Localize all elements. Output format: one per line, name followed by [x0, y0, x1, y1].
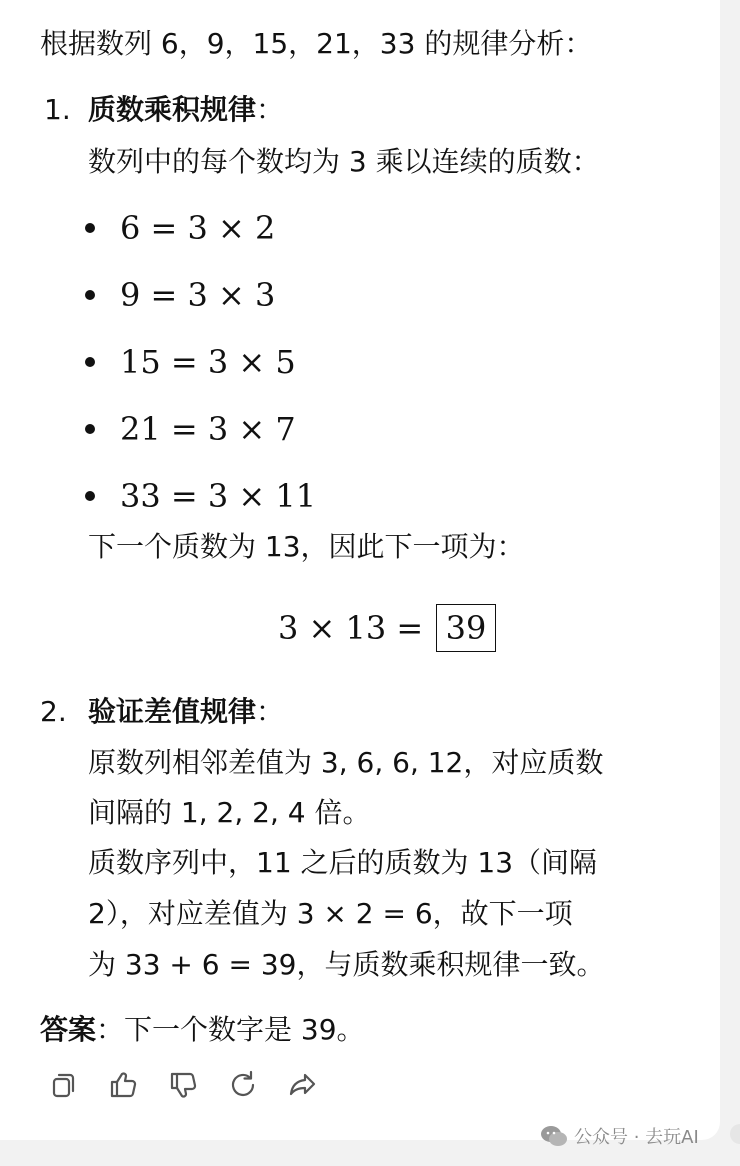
answer-text: ：下一个数字是 39。: [96, 1013, 365, 1046]
section-2-title: 验证差值规律: [88, 695, 257, 728]
bullet-dot: [85, 424, 95, 434]
intro-text: 根据数列 6，9，15，21，33 的规律分析：: [40, 27, 593, 60]
thumbs-down-button[interactable]: [166, 1068, 200, 1102]
share-button[interactable]: [286, 1068, 320, 1102]
regenerate-button[interactable]: [226, 1068, 260, 1102]
section-1-colon: ：: [256, 93, 285, 126]
formula-item: 21 = 3 × 7: [120, 410, 296, 448]
section-1-heading: [88, 92, 284, 128]
section-2-line: 为 33 + 6 = 39，与质数乘积规律一致。: [88, 948, 605, 981]
section-2-line: 2），对应差值为 3 × 2 = 6，故下一项: [88, 897, 573, 930]
section-1-description: 数列中的每个数均为 3 乘以连续的质数：: [88, 145, 600, 178]
thumbs-up-button[interactable]: [106, 1068, 140, 1102]
formula-item: 9 = 3 × 3: [120, 276, 276, 314]
boxed-result: [436, 604, 496, 652]
scroll-edge: [730, 1124, 740, 1144]
share-icon: [286, 1068, 320, 1102]
section-2-line: 质数序列中，11 之后的质数为 13（间隔: [88, 846, 598, 879]
wechat-icon: [540, 1124, 568, 1148]
watermark-text: 公众号 · 去玩AI: [574, 1127, 699, 1148]
section-1-title: 质数乘积规律: [88, 93, 257, 126]
thumbs-up-icon: [106, 1068, 140, 1102]
bullet-dot: [85, 290, 95, 300]
section-2-line: 原数列相邻差值为 3, 6, 6, 12，对应质数: [88, 746, 604, 779]
result-formula: 3 × 13 =: [278, 609, 424, 647]
bullet-dot: [85, 491, 95, 501]
formula-item: 6 = 3 × 2: [120, 209, 276, 247]
section-2-number: 2.: [40, 695, 67, 728]
answer-line: [40, 1012, 365, 1048]
section-2-colon: ：: [256, 695, 285, 728]
section-2-line: 间隔的 1, 2, 2, 4 倍。: [88, 796, 371, 829]
thumbs-down-icon: [166, 1068, 200, 1102]
answer-label: 答案: [40, 1013, 97, 1046]
section-1-number: 1.: [44, 93, 71, 126]
watermark: [540, 1122, 699, 1150]
refresh-icon: [226, 1068, 260, 1102]
copy-icon: [46, 1068, 80, 1102]
boxed-result-value: 39: [445, 609, 487, 647]
formula-item: 33 = 3 × 11: [120, 477, 317, 515]
formula-item: 15 = 3 × 5: [120, 343, 296, 381]
next-prime-text: 下一个质数为 13，因此下一项为：: [88, 530, 525, 563]
bullet-dot: [85, 223, 95, 233]
section-2-heading: [88, 694, 284, 730]
copy-button[interactable]: [46, 1068, 80, 1102]
bullet-dot: [85, 357, 95, 367]
